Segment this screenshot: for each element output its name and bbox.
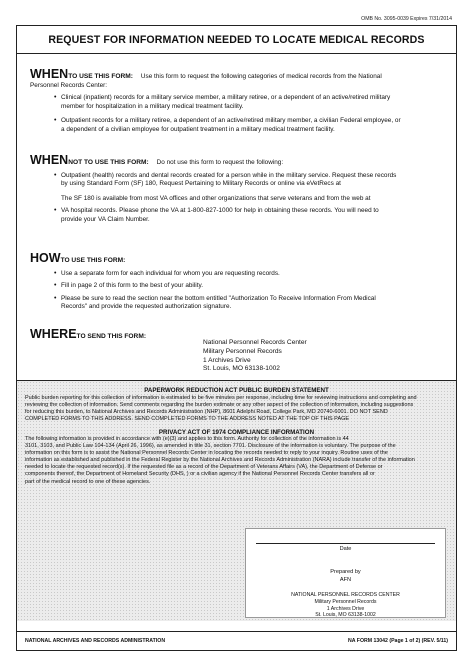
where-heading: WHERE: [30, 327, 77, 341]
form-title: REQUEST FOR INFORMATION NEEDED TO LOCATE MEDICAL RECORDS: [17, 26, 456, 54]
date-label: Date: [339, 546, 352, 552]
return-address: NATIONAL PERSONNEL RECORDS CENTER Military Personnel Records 1 Archives Drive St. Louis, MO 63138-1002: [291, 592, 400, 619]
date-line[interactable]: [256, 543, 435, 544]
when-not-intro: Do not use this form to request the following:: [156, 159, 284, 166]
privacy-title: PRIVACY ACT OF 1974 COMPLIANCE INFORMATION: [158, 429, 315, 436]
how-heading: HOW: [30, 251, 61, 265]
pra-title: PAPERWORK REDUCTION ACT PUBLIC BURDEN STATEMENT: [144, 387, 329, 394]
omb-number: OMB No. 3095-0039 Expires 7/31/2014: [361, 16, 452, 22]
when-intro-cont: Personnel Records Center:: [30, 81, 108, 89]
list-item: • Use a separate form for each individual for whom you are requesting records.: [52, 270, 444, 279]
mailing-address: National Personnel Records Center Military Personnel Records 1 Archives Drive St. Louis, MO 63138-1002: [203, 339, 307, 373]
when-not-heading: WHEN: [30, 153, 69, 167]
when-subheading: TO USE THIS FORM:: [68, 73, 133, 80]
list-item: • VA hospital records. Please phone the VA at 1-800-827-1000 for help in obtaining these records. You will need to provide your VA Claim Number.: [52, 207, 444, 224]
when-intro: Use this form to request the following categories of medical records from the National: [140, 73, 382, 80]
pra-text: Public burden reporting for this collection of information is estimated to be five minutes per response, including time for reviewing instructions and completing and reviewing the collection of information. Send comments regarding the burden estimate or any other aspect of the collection of information, including suggestions for reducing this burden, to National Archives and Records Administration (NHP), 8601 Adelphi Road, College Park, MD 20740-6001. DO NOT SEND COMPLETED FORMS TO THIS ADDRESS. SEND COMPLETED FORMS TO THE ADDRESS NOTED AT THE TOP OF THIS PAGE: [25, 395, 417, 423]
where-subheading: TO SEND THIS FORM:: [76, 333, 147, 340]
list-item: • Clinical (inpatient) records for a military service member, a military retiree, or a dependent of an active/retired military member for hospitalization in a military medical treatment facility.: [52, 94, 444, 111]
list-item: • Outpatient records for a military retiree, a dependent of an active/retired military member, a civilian Federal employee, or a dependent of a civilian employee for outpatient treatment in a military medical treatment facility.: [52, 117, 444, 134]
sf180-note: The SF 180 is available from most VA offices and other organizations that serve veterans and from the web at: [61, 194, 371, 202]
how-section: [30, 252, 444, 312]
when-to-use-section: [30, 68, 444, 135]
office-use-area: [245, 528, 446, 618]
when-heading: WHEN: [30, 67, 69, 81]
list-item: • Outpatient (health) records and dental records created for a person while in the military service. Request these records by using Standard Form (SF) 180, Request Pertaining to Military Records or online via eVetRecs at: [52, 172, 444, 189]
list-item: • Please be sure to read the section near the bottom entitled "Authorization To Receive Information From Medical Records" and provide the requested authorization signature.: [52, 295, 444, 312]
agency-name: NATIONAL ARCHIVES AND RECORDS ADMINISTRATION: [25, 638, 166, 644]
prepared-by: Prepared by AFN: [330, 569, 361, 583]
list-item: • Fill in page 2 of this form to the best of your ability.: [52, 282, 444, 291]
footer-divider: [17, 631, 456, 632]
form-page: [16, 25, 457, 651]
form-number: NA FORM 13042 (Page 1 of 2) (REV. 5/11): [348, 638, 448, 644]
privacy-text: The following information is provided in accordance with (e)(3) and applies to this form. Authority for collection of the information is 44 3101, 3103, and Public Law 104-134 (April 26, 1996), as amended in title 31, section 7701. Disclosure of the information is voluntary. The purpose of the information on this form is to assist the National Personnel Records Center in locating the records needed to reply to your inquiry. Routine uses of the information as established and published in the Federal Register by the National Archives and Records Administration (NARA) include transfer of the information needed to locate the requested record(s). If the requested file as a record of the Department of Veterans Affairs (VA), the Department of Defense or components thereof, the Department of Homeland Security (DHS, ) or a civilian agency if the National Personnel Records Center transfers all or part of the medical record to one of these agencies.: [25, 436, 415, 485]
when-not-subheading: NOT TO USE THIS FORM:: [68, 159, 149, 166]
form-footer: [17, 638, 456, 644]
how-subheading: TO USE THIS FORM:: [60, 257, 126, 264]
when-not-section: [30, 154, 444, 225]
